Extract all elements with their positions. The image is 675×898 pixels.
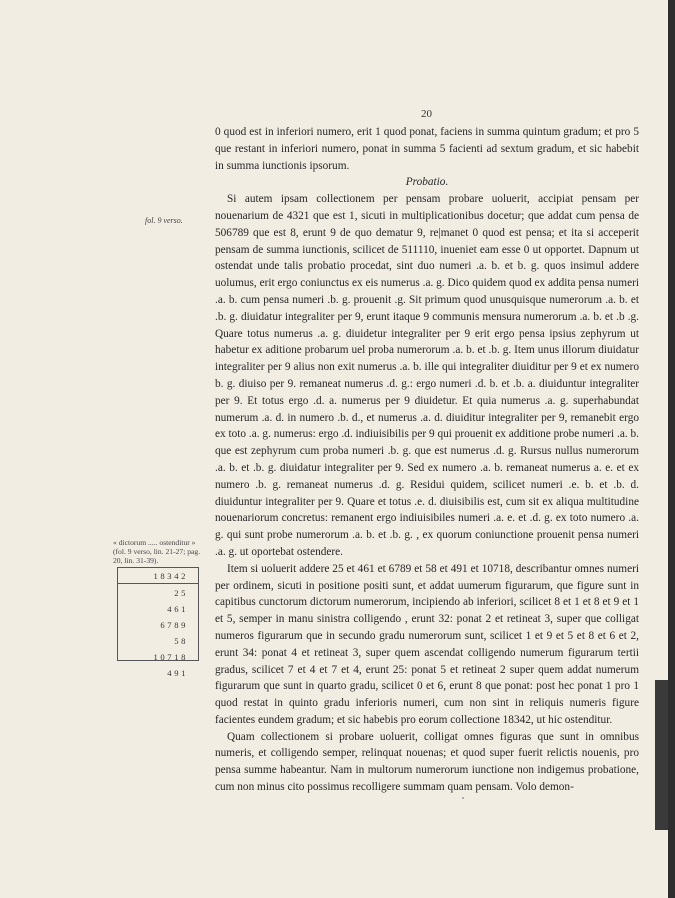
paragraph: Item si uoluerit addere 25 et 461 et 6789 et 58 et 491 et 10718, describantur omnes numeri per ordinem, sicuti in positione positi sunt, et addat uumerum figurarum, que figure sunt in capitibus cunctorum dictorum numerorum, incipiendo ab inferiori, scilicet 8 et 1 et 8 et 9 et 1 et 5, semper in manu sinistra colligendo , erunt 32: ponat 2 et retineat 3, super que colligat numeros figurarum que in secundo gradu numerorum sunt, scilicet 1 et 9 et 5 et 8 et 6 et 2, erunt 34: ponat 4 et retineat 3, super quem ascendat colligendo numerum figurarum tertii gradus, scilicet 7 et 4 et 7 et 4, erunt 25: ponat 5 et retineat 2 super quem addat numerum figurarum que sunt in quarto gradu, scilicet 0 et 6, erunt 8 que ponat: post hec ponat 1 pro 1 quod restat in quinto gradu inferioris numeri, cum non sint in reliquis numeris figure facientes eundem gradum; et sic habebis pro eorum collectione 18342, ut hic ostenditur. <box>215 562 639 726</box>
section-heading: Probatio. <box>405 176 449 189</box>
box-number: 461 <box>167 604 188 614</box>
page-speck <box>462 797 464 799</box>
box-number: 58 <box>174 636 188 646</box>
scan-border <box>668 0 675 898</box>
addition-example-box <box>117 567 199 678</box>
paragraph: 0 quod est in inferiori numero, erit 1 quod ponat, faciens in summa quintum gradum; et pro 5 que restant in inferiori numero, ponat in summa 5 facienti ad sextum gradum, et sic habebit in summa iunctionis ipsorum. <box>215 126 639 172</box>
box-number: 25 <box>174 588 188 598</box>
box-number: 491 <box>167 668 188 678</box>
box-number: 10718 <box>153 652 188 662</box>
box-number: 6789 <box>160 620 188 630</box>
margin-note-reference: « dictorum ..... ostenditur » (fol. 9 verso, lin. 21-27; pag. 20, lin. 31-39). <box>113 538 201 565</box>
paragraph: Si autem ipsam collectionem per pensam probare uoluerit, accipiat pensam per nouenarium de 4321 que est 1, sicuti in multiplicationibus docetur; que addat cum pensa de 506789 que est 8, erunt 9 de quo dematur 9, re|manet 0 quod est pensa; et ita si acceperit pensam de summa iunctionis, scilicet de 511110, inueniet eam esse 0 ut opportet. Dapnum ut ostendat unde talis probatio procedat, sint duo numeri .a. b. et b. g. quos insimul addere uolumus, erit ergo coniunctus ex eis numerus .a. g. Dico quidem quod ex addita pensa numeri .a. b. cum pensa numeri .b. g. prouenit .g. Sit primum quod unusquisque numerorum .a. b. et .b. g. diuidatur integraliter per 9, erunt itaque 9 communis mensura numerorum .a. b. et .b .g. Quare totus numerus .a. g. diuidetur integraliter per 9 erit ergo pensa ipsius zephyrum ut habetur ex aditione probarum uel proba numerorum .a. b. et .b. g. Item unus illorum diuidatur integraliter per 9 alius non exit numerus .a. b. ille qui integraliter diuiditur per 9 et ex numero b. g. diuiso per 9. remaneat numerus .d. g.: ergo numeri .d. b. et .b. a. diuiduntur integraliter per 9. Et totus ergo .d. a. numerus per 9 diuidetur. Et quia numerus .a. g. superhabundat numerum .a. d. in numero .b. d., et numerus .a. d. diuiditur integraliter per 9, remanebit ergo ex toto .a. g. numerus: ergo .d. indiuisibilis per 9 qui prouenit ex additione probe numeri .a. b. que est zephyrum cum proba numeri .b. g. que est numerus .d. g. Rursus nullus numerorum .a. b. et .b. g. diuidatur integraliter per 9. Sed ex numero .a. b. remaneat numerus a. e. et ex numero .b. g. remaneat numerus .d. g. Residui quidem, scilicet numeri .e. b. et .b. d. diuiduntur integraliter per 9. Quare et totus .e. d. diuisibilis est, cum sit ex aliqua multitudine nouenariorum concretus: remanent ergo indiuisibiles numeri .a. e. et .d. g. ex toto numero .a. g. qui sunt probe numerorum .a. b. et .b. g. , ex quorum coniunctione prouenit pensa numeri .a. g. ut oportebat ostendere. <box>215 193 639 558</box>
main-text <box>215 124 639 796</box>
page-number: 20 <box>421 108 432 120</box>
page-edge-tab <box>655 680 668 830</box>
box-number-sum: 18342 <box>118 571 198 584</box>
paragraph: Quam collectionem si probare uoluerit, colligat omnes figuras que sunt in omnibus numeris, et colligendo semper, relinquat nouenas; et quod super fuerit relictis nouenis, pro pensa summe habeantur. Nam in multorum numerorum iunctione non indigemus probatione, cum non minus cito possimus recolligere summam quam pensam. Volo demon- <box>215 730 639 794</box>
margin-note-folio: fol. 9 verso. <box>145 216 183 225</box>
